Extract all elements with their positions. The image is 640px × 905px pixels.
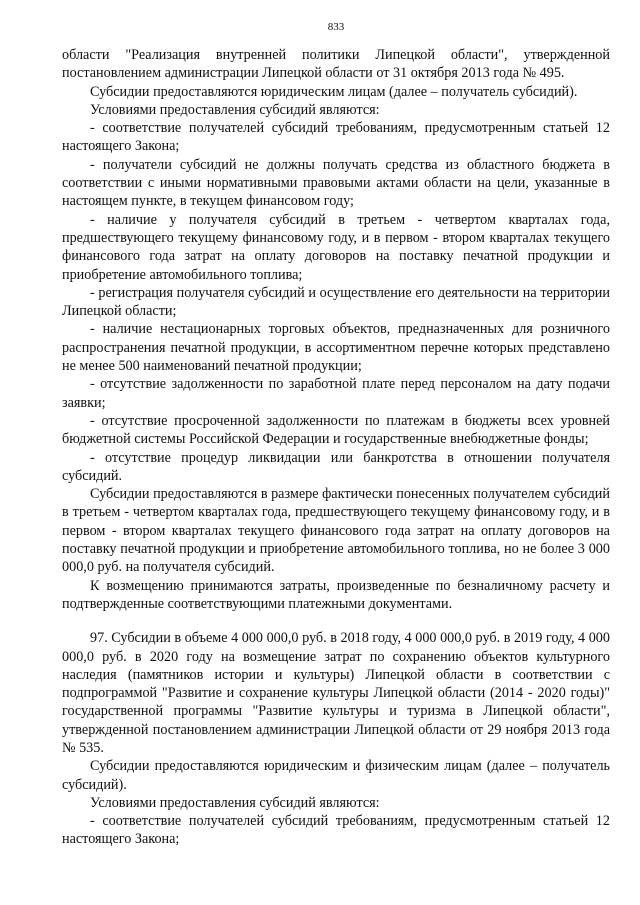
paragraph: - отсутствие процедур ликвидации или банкротства в отношении получателя субсидий. (62, 449, 610, 484)
paragraph: области "Реализация внутренней политики Липецкой области", утвержденной постановлением администрации Липецкой области от 31 октября 2013 года № 495. (62, 47, 610, 82)
paragraph: К возмещению принимаются затраты, произведенные по безналичному расчету и подтвержденные соответствующими платежными документами. (62, 577, 610, 612)
paragraph: 97. Субсидии в объеме 4 000 000,0 руб. в 2018 году, 4 000 000,0 руб. в 2019 году, 4 000 000,0 руб. в 2020 году на возмещение затрат по сохранению объектов культурного наследия (памятников истории и культуры) Липецкой области в соответствии с подпрограммой "Развитие и сохранение культуры Липецкой области (2014 - 2020 годы)" государственной программы "Развитие культуры и туризма в Липецкой области", утвержденной постановлением администрации Липецкой области от 29 ноября 2013 года № 535. (62, 630, 610, 756)
paragraph: Субсидии предоставляются юридическим и физическим лицам (далее – получатель субсидий). (62, 758, 610, 793)
paragraph: Субсидии предоставляются в размере фактически понесенных получателем субсидий в третьем - четвертом кварталах года, предшествующего текущему финансовому году, и в первом - втором кварталах текущего финансового года затрат на оплату договоров на поставку печатной продукции и приобретение автомобильного топлива, но не более 3 000 000,0 руб. на получателя субсидий. (62, 486, 610, 576)
paragraph: - соответствие получателей субсидий требованиям, предусмотренным статьей 12 настоящего Закона; (62, 813, 610, 848)
paragraph: Условиями предоставления субсидий являются: (90, 101, 380, 118)
paragraph-gap (62, 613, 610, 629)
text-block-2 (62, 629, 610, 849)
paragraph: - отсутствие задолженности по заработной плате перед персоналом на дату подачи заявки; (62, 376, 610, 411)
paragraph: - получатели субсидий не должны получать средства из областного бюджета в соответствии с иными нормативными правовыми актами области на цели, указанные в настоящем пункте, в текущем финансовом году; (62, 156, 610, 210)
paragraph: Субсидии предоставляются юридическим лицам (далее – получатель субсидий). (90, 83, 578, 100)
paragraph: - соответствие получателей субсидий требованиям, предусмотренным статьей 12 настоящего Закона; (62, 120, 610, 155)
paragraph: - наличие у получателя субсидий в третьем - четвертом кварталах года, предшествующего текущему финансовому году, и в первом - втором кварталах текущего финансового года затрат на оплату договоров на поставку печатной продукции и приобретение автомобильного топлива; (62, 211, 610, 283)
text-block-1 (62, 46, 610, 613)
document-page (62, 20, 610, 849)
page-number: 833 (327, 21, 345, 33)
paragraph: Условиями предоставления субсидий являются: (90, 794, 380, 811)
paragraph: - регистрация получателя субсидий и осуществление его деятельности на территории Липецкой области; (62, 284, 610, 320)
paragraph: - наличие нестационарных торговых объектов, предназначенных для розничного распространения печатной продукции, в ассортиментном перечне которых представлено не менее 500 наименований печатной продукции; (62, 321, 610, 375)
paragraph: - отсутствие просроченной задолженности по платежам в бюджеты всех уровней бюджетной системы Российской Федерации и государственные внебюджетные фонды; (62, 412, 610, 448)
